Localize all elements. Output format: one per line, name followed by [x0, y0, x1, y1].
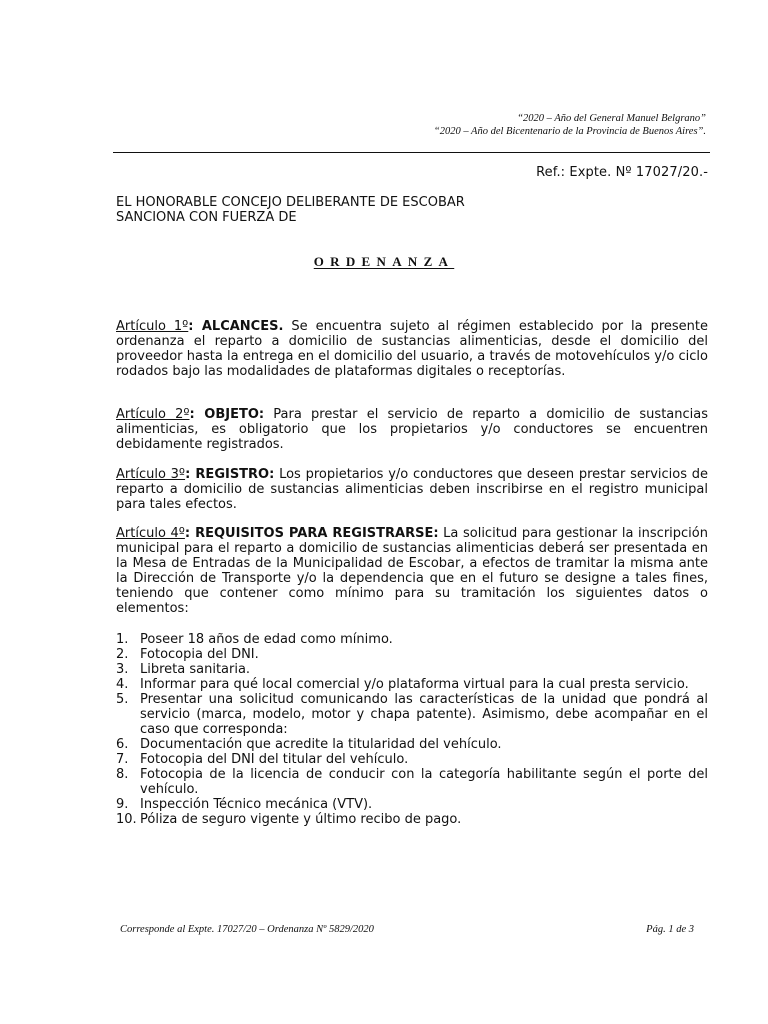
article-label: Artículo 3º — [116, 467, 186, 482]
article-1: Artículo 1º: ALCANCES. Se encuentra sujeto al régimen establecido por la presente ordenanza el reparto a domicilio de sustancias alimenticias, desde el domicilio del proveedor hasta la entrega en el domicilio del usuario, a través de motovehículos y/o ciclo rodados bajo las modalidades de plataformas digitales o receptorías. — [116, 319, 708, 379]
list-item — [116, 767, 708, 797]
article-separator: : — [269, 467, 275, 482]
header-slogans — [146, 112, 706, 138]
article-heading: ALCANCES — [201, 319, 279, 334]
list-item-text: Inspección Técnico mecánica (VTV). — [140, 797, 373, 812]
list-item-number: 6. — [116, 737, 129, 752]
list-item — [116, 632, 708, 647]
requirements-list — [116, 632, 708, 827]
article-separator: : — [258, 407, 265, 422]
list-item-number: 5. — [116, 692, 129, 707]
list-item — [116, 692, 708, 737]
list-item — [116, 797, 708, 812]
article-4: Artículo 4º: REQUISITOS PARA REGISTRARSE: La solicitud para gestionar la inscripción municipal para el reparto a domicilio de sustancias alimenticias deberá ser presentada en la Mesa de Entradas de la Municipalidad de Escobar, a efectos de tramitar la misma ante la Dirección de Transporte y/o la dependencia que en el futuro se designe a tales fines, teniendo que contener como mínimo para su tramitación los siguientes datos o elementos: — [116, 526, 708, 616]
enacting-clause-line2: SANCIONA CON FUERZA DE — [116, 210, 297, 225]
enacting-clause-line1: EL HONORABLE CONCEJO DELIBERANTE DE ESCOBAR — [116, 195, 465, 210]
list-item-text: Fotocopia del DNI. — [140, 647, 259, 662]
list-item — [116, 677, 708, 692]
list-item-number: 2. — [116, 647, 129, 662]
article-separator: : — [433, 526, 439, 541]
list-item-text: Documentación que acredite la titularidad del vehículo. — [140, 737, 502, 752]
document-title — [0, 254, 768, 270]
page-number: Pág. 1 de 3 — [646, 924, 694, 935]
file-reference: Ref.: Expte. Nº 17027/20.- — [536, 165, 708, 180]
list-item-number: 10. — [116, 812, 137, 827]
article-heading: REQUISITOS PARA REGISTRARSE — [195, 526, 434, 541]
article-3: Artículo 3º: REGISTRO: Los propietarios y/o conductores que deseen prestar servicios de reparto a domicilio de sustancias alimenticias deben inscribirse en el registro municipal para tales efectos. — [116, 467, 709, 512]
article-2: Artículo 2º: OBJETO: Para prestar el servicio de reparto a domicilio de sustancias alimenticias, es obligatorio que los propietarios y/o conductores se encuentren debidamente registrados. — [116, 407, 708, 452]
enacting-clause — [116, 195, 716, 225]
article-body: Para prestar el servicio de reparto a domicilio de sustancias alimenticias, es obligatorio que los propietarios y/o conductores se encuentren debidamente registrados. — [116, 407, 708, 452]
article-body: La solicitud para gestionar la inscripción municipal para el reparto a domicilio de sustancias alimenticias deberá ser presentada en la Mesa de Entradas de la Municipalidad de Escobar, a efectos de tramitar la misma ante la Dirección de Transporte y/o la dependencia que en el futuro se designe a tales fines, teniendo que contener como mínimo para su tramitación los siguientes datos o elementos: — [116, 526, 708, 616]
list-item-number: 8. — [116, 767, 129, 782]
list-item-text: Fotocopia del DNI del titular del vehículo. — [140, 752, 409, 767]
list-item — [116, 752, 708, 767]
list-item-number: 3. — [116, 662, 129, 677]
list-item — [116, 647, 708, 662]
list-item — [116, 812, 708, 827]
article-heading: REGISTRO — [195, 467, 270, 482]
list-item — [116, 737, 708, 752]
list-item-text: Fotocopia de la licencia de conducir con la categoría habilitante según el porte del vehículo. — [140, 767, 708, 797]
header-slogan-bicentenario: “2020 – Año del Bicentenario de la Provincia de Buenos Aires”. — [433, 126, 706, 137]
article-label: Artículo 4º — [116, 526, 185, 541]
list-item — [116, 662, 708, 677]
list-item-text: Presentar una solicitud comunicando las características de la unidad que pondrá al servicio (marca, modelo, motor y chapa patente). Asimismo, debe acompañar en el caso que corresponda: — [140, 692, 708, 737]
header-slogan-belgrano: “2020 – Año del General Manuel Belgrano” — [517, 113, 706, 124]
list-item-text: Poseer 18 años de edad como mínimo. — [140, 632, 393, 647]
article-separator: . — [278, 319, 284, 334]
article-label: Artículo 1º — [116, 319, 189, 334]
footer-reference: Corresponde al Expte. 17027/20 – Ordenanza Nº 5829/2020 — [120, 924, 374, 935]
header-divider — [113, 152, 710, 153]
list-item-text: Póliza de seguro vigente y último recibo de pago. — [140, 812, 462, 827]
list-item-text: Libreta sanitaria. — [140, 662, 251, 677]
article-body: Se encuentra sujeto al régimen establecido por la presente ordenanza el reparto a domicilio de sustancias alimenticias, desde el domicilio del proveedor hasta la entrega en el domicilio del usuario, a través de motovehículos y/o ciclo rodados bajo las modalidades de plataformas digitales o receptorías. — [116, 319, 708, 379]
list-item-number: 9. — [116, 797, 129, 812]
list-item-text: Informar para qué local comercial y/o plataforma virtual para la cual presta servicio. — [140, 677, 689, 692]
list-item-number: 1. — [116, 632, 129, 647]
list-item-number: 7. — [116, 752, 129, 767]
document-title-text: ORDENANZA — [313, 254, 455, 269]
list-item-number: 4. — [116, 677, 129, 692]
article-label: Artículo 2º — [116, 407, 190, 422]
article-body: Los propietarios y/o conductores que deseen prestar servicios de reparto a domicilio de sustancias alimenticias deben inscribirse en el registro municipal para tales efectos. — [116, 467, 709, 512]
article-heading: OBJETO — [204, 407, 259, 422]
